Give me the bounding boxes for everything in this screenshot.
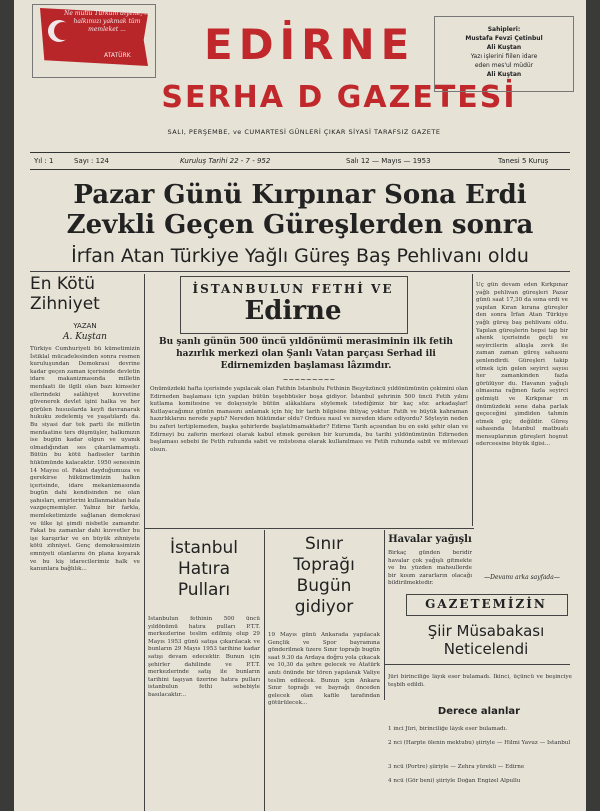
derece-3: 3 ncü (Portre) şiiriyle — Zehra yürekli — Edirne [388, 764, 525, 770]
pullari-title [148, 538, 260, 601]
havalar-title: Havalar yağışlı [388, 534, 472, 545]
column-divider-left [144, 274, 145, 811]
pullari-title-1: İstanbul [169, 538, 239, 558]
toprak-title-3: Bugün [296, 576, 352, 596]
byline-label: YAZAN [73, 322, 97, 330]
publication-days: SALI, PERŞEMBE, ve CUMARTESİ GÜNLERİ ÇIKAR SİYASİ TARAFSIZ GAZETE [167, 128, 441, 136]
siir-title-1: Şiir Müsabakası [427, 622, 545, 640]
flag-motto: Ne mutlu Türküm diyene, ... halkımızı yakmak tüm memleket ... [64, 10, 150, 33]
ataturk-signature: ATATÜRK [104, 52, 131, 59]
toprak-title-4: gidiyor [294, 597, 354, 617]
headline-3: İrfan Atan Türkiye Yağlı Güreş Baş Pehlivanı oldu [71, 245, 529, 267]
headline-divider [30, 271, 570, 272]
derece-2: 2 nci (Harpte ölenin mektubu) şiiriyle — Hilmi Yavuz — İstanbul [388, 740, 571, 746]
owner-name-2: Ali Kuştan [486, 44, 522, 51]
byline-name: A. Kuştan [63, 332, 107, 342]
toprak-title-2: Toprağı [293, 555, 355, 575]
kirkpinar-body: Üç gün devam eden Kırkpınar yağlı pehlivan güreşleri Pazar günü saat 17,30 da sona erdi ve yapılan Kıran kırana güreşler den sonra İrfan Atan Türkiye yağlı güreş baş pehlivanı oldu. Yapılan güreşlerin hepsi tap bir ahenk içerisinde geçti ve seyircilerin alkışla zevk ile zaman zaman güreş sahasını şenlendirdi. Güreşleri takip etmek için gelen seyirci sayısı her zamankinden fazla görülüyor du. Havanın yağışlı olmasına rağmen fazla seyirci gelmişti ve Kırkpınar ın önümüzdeki sene daha parlak geçeceğini şimdiden tahmin etmek güç değildir. Güreş sahasında İstanbul matbuatı mensuplarının güreşleri hoşnut ederceesine büyük ilgisi... [476, 282, 568, 448]
price: Tanesi 5 Kuruş [498, 157, 549, 165]
istanbul-divider: ~~~~~~~~~ [282, 376, 336, 384]
issue-info-bar [30, 152, 570, 170]
headline-2: Zevkli Geçen Güreşlerden sonra [66, 210, 534, 240]
mid-divider [144, 528, 474, 529]
left-article-title [30, 274, 138, 314]
pullari-title-3: Pulları [177, 580, 231, 600]
owner-name-3: Ali Kuştan [486, 71, 522, 78]
column-divider-right [472, 274, 473, 526]
issue-date: Salı 12 — Mayıs — 1953 [346, 157, 431, 165]
newspaper-title: EDİRNE [204, 20, 416, 69]
founded-date: Kuruluş Tarihi 22 - 7 - 952 [180, 157, 271, 165]
owner-box [434, 16, 574, 92]
owner-role-1: Yazı işlerini fiilen idare [470, 53, 538, 60]
newspaper-page [14, 0, 586, 811]
istanbul-title-2: Edirne [244, 296, 342, 326]
istanbul-body: Önümüzdeki hafta içerisinde yapılacak olan Fatihin İstanbulu Fethinin Beşyüzüncü yıldönümünün çekimini olan Edirneden başlaması için yapılan bütün teşebbüsler boşa gidiyor. İstanbul şehrinin 500 üncü Fetih yılını kutlama komitesine ve dolayısiyle bütün alâkalılara söylemek istediğimiz bir kaç söz: arkadaşlar! Kutlayacağımız günün manasını anlamak için hiç bir tarih bilgisine ihtiyaç yoktur. Fatih ve büyük kahraman hazırlıklarını nerede yaptı? Nereden hükümdar oldu? Ordusu nasıl ve nereden idare ediyordu? Söyleyin neden bu zaferi tertiplemeden, başka şehirlerde başlatılmamaktadır? Edirne Tarih açısından bu en eski şehir olan ve Edirneyi bu zaferin merkezi olarak kabul etmek gereken bir kurumda, bu tarihi yıldönümünün Edirneden başlaması sebebi ile Fetih ruhunda sabit ve müstesna olarak kullanılması ve Fetih ruhunda sabit ve mütevazi olsun. [150, 386, 468, 453]
newspaper-subtitle: SERHA D GAZETESİ [161, 80, 517, 115]
pullari-body: İstanbulun fethinin 500 üncü yıldönümü hatıra pulları P.T.T. merkezlerine teslim edilmiş olup 29 Mayıs 1953 günü satışa çıkarılacak ve bunların 29 Mayıs 1953 tarihine kadar satışı devam edecektir. Bunun için şehirler dahilinde ve P.T.T. merkezlerinde satış ile bunların tarihini taşıyan üzerine hatıra pulları istanbulun fethi sebebiyle basılacaktır... [148, 616, 260, 698]
owner-label: Sahipleri: [487, 26, 521, 33]
toprak-body: 19 Mayıs günü Ankarada yapılacak Gençlik ve Spor bayramına gönderilmek üzere Sınır toprağı bugün saat 9.30 da Ardaya doğru yola çıkacak ve 10,30 da şehre gelecek ve Atatürk anıtı önünde bir tören yapılarak Valiye teslim edilecek. Bunun için Ankara Sınır toprağı ve bayrağı önceden gelecek olan kafile tarafından götürülecek... [268, 632, 380, 707]
toprak-title-1: Sınır [304, 534, 343, 554]
derece-1: 1 inci Jüri, birinciliğe lâyık eser bulamadı. [388, 726, 508, 732]
left-article-title-2: Zihniyet [30, 294, 100, 314]
toprak-title [268, 534, 380, 618]
owner-role-2: eden mes'ul müdür [474, 62, 534, 69]
year: Yıl : 1 [34, 157, 54, 165]
continues-note: —Devamı arka sayfada— [484, 574, 560, 581]
havalar-body: Birkaç günden beridir havalar çok yağışlı gitmekte ve bu yüzden mahsullerde bir kısım zararların olacağı bildirilmektedir. [388, 550, 472, 587]
istanbul-title-1: İSTANBULUN FETHİ VE [192, 282, 394, 296]
derece-title: Derece alanlar [437, 706, 521, 717]
siir-title-2: Neticelendi [443, 640, 529, 658]
column-divider-2 [264, 530, 265, 811]
pullari-title-2: Hatıra [178, 559, 230, 579]
derece-4: 4 ncü (Gör beni) şiiriyle Doğan Engizel Alpullu [388, 778, 521, 784]
column-divider-3 [384, 530, 385, 700]
owner-name-1: Mustafa Fevzi Çetinbul [465, 35, 543, 42]
siir-body: Jüri birinciliğe lâyık eser bulamadı. İkinci, üçüncü ve beşinciye teşbih edildi. [388, 674, 572, 688]
istanbul-lead: Bu şanlı günün 500 üncü yıldönümü merasiminin ilk fetih hazırlık merkezi olan Şanlı Vatan parçası Serhad ili Edirnemizden başlaması lâzımdır. [159, 337, 453, 371]
headline-1: Pazar Günü Kırpınar Sona Erdi [73, 180, 527, 210]
left-article-title-1: En Kötü [30, 274, 96, 294]
siir-divider [384, 664, 570, 665]
gazetemizin-title: GAZETEMİZİN [425, 597, 547, 611]
left-article-body: Türkiye Cumhuriyeti bü kümetimizin İstiklal mücadelesinden sonra resmen kuruluşundan Demokrasi devrine kadar geçen zaman içerisinde devletin idare makanizmasında milletin menfaati ile ilgili olan bazı kimseler ellerindeki salâhiyet kuvvetine güvenerek devlet işini halka ve her görülen hususlarda keyfi davranarak hukuku zedelemiş ve yaşatılardı da. Bu siyasi dar tek parti ile milletin menfaatine ters düşmüşler, halkımızın ise bugün kadar olgun ve uyanık olmadığından ses çıkarılamamıştı. Bütün bu kötü hadiseler tarihin hükümünde kalacaktır. 1950 senesinin 14 Mayısı ol. Fakat dayduğumuza ve gerekirse hükümetimizin halkın içerisinde, idare mekanizmasında bugün dahi kendisinden ne olan şahısları, emirlerini kullanmaktan hala vazgeçmemişler. Yalnız bir farkla, memleketimizde sağlanan demokrasi ve ülke işi şimdi nisbetle zamandır. Fakat bu zamanlar dahi kuvvetler bu işe karışırlar ve en büyük zihniyete kötü zihniyet. Genç demokrasimizin emniyeti olanlarını ön plana koyarak ve bu kiş idarecilerimiz halk ve kanunlara bağlılık... [30, 346, 140, 573]
issue-number: Sayı : 124 [74, 157, 109, 165]
